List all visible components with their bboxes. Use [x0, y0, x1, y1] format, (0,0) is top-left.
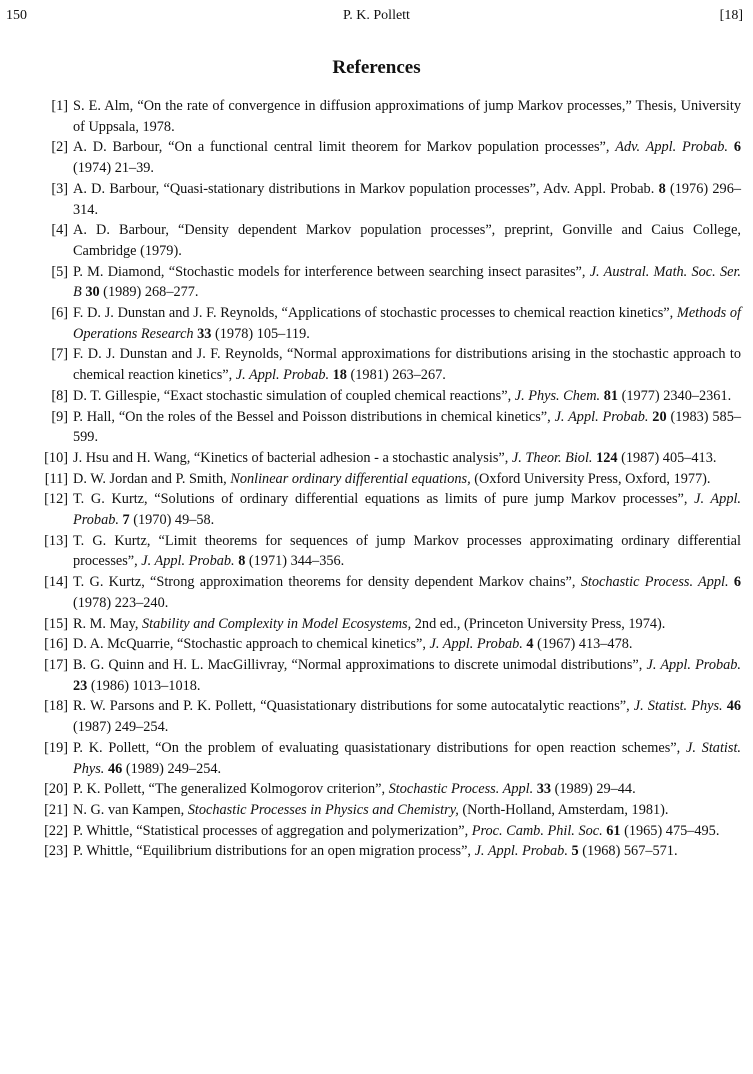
citation-volume: 46: [107, 760, 123, 777]
reference-item: [0, 696, 753, 737]
citation-text: R. M. May,: [73, 615, 142, 632]
reference-number: [9]: [51, 408, 68, 425]
citation-volume: 5: [571, 843, 579, 860]
reference-number: [23]: [44, 843, 68, 860]
citation-volume: 33: [536, 781, 552, 798]
citation-text: D. T. Gillespie, “Exact stochastic simulation of coupled chemical reactions”,: [73, 387, 515, 404]
citation-text: (1976) 296–314.: [73, 180, 741, 218]
reference-item: [0, 448, 753, 469]
citation-journal-title: J. Appl. Probab.: [141, 553, 235, 570]
citation-text: T. G. Kurtz, “Solutions of ordinary differential equations as limits of pure jump Markov processes”,: [73, 491, 695, 508]
reference-number: [10]: [44, 449, 68, 466]
citation-text: (1965) 475–495.: [620, 822, 720, 839]
reference-item: [0, 634, 753, 655]
citation-text: (1977) 2340–2361.: [618, 387, 732, 404]
running-head-tag: [18]: [719, 8, 743, 23]
citation-journal-title: Stability and Complexity in Model Ecosystems,: [141, 615, 412, 632]
reference-number: [7]: [51, 346, 68, 363]
citation-text: D. W. Jordan and P. Smith,: [73, 470, 231, 487]
page-number: 150: [6, 8, 27, 23]
citation-journal-title: J. Appl. Probab.: [73, 491, 742, 529]
citation-volume: 23: [73, 677, 88, 694]
citation-journal-title: Methods of Operations Research: [73, 305, 741, 342]
reference-item: [0, 469, 753, 490]
citation-text: (1978) 105–119.: [211, 325, 310, 342]
reference-item: [0, 614, 753, 635]
reference-item: [0, 841, 753, 862]
citation-journal-title: Adv. Appl. Probab.: [615, 139, 728, 156]
reference-item: [0, 738, 753, 779]
citation-volume: 8: [238, 553, 246, 570]
citation-text: N. G. van Kampen,: [73, 801, 188, 818]
citation-text: P. Whittle, “Statistical processes of aggregation and polymerization”,: [73, 822, 472, 839]
reference-item: [0, 262, 753, 303]
reference-text: [73, 491, 741, 528]
reference-text: [73, 181, 741, 218]
reference-text: [73, 98, 741, 135]
reference-number: [2]: [51, 139, 68, 156]
citation-journal-title: Stochastic Processes in Physics and Chemistry,: [187, 801, 459, 818]
citation-text: S. E. Alm, “On the rate of convergence in diffusion approximations of jump Markov processes,” Thesis, University of Uppsala, 1978.: [73, 98, 741, 135]
citation-journal-title: J. Appl. Probab.: [646, 656, 742, 673]
reference-number: [20]: [44, 781, 68, 798]
citation-text: F. D. J. Dunstan and J. F. Reynolds, “Applications of stochastic processes to chemical reaction kinetics”,: [73, 305, 677, 322]
citation-volume: 30: [85, 284, 100, 301]
reference-text: [73, 471, 711, 487]
citation-text: (Oxford University Press, Oxford, 1977).: [470, 470, 711, 487]
citation-text: P. Whittle, “Equilibrium distributions for an open migration process”,: [73, 843, 475, 860]
citation-volume: 7: [122, 512, 130, 529]
reference-number: [22]: [44, 822, 68, 839]
reference-item: [0, 821, 753, 842]
citation-text: 2nd ed., (Princeton University Press, 1974).: [411, 615, 666, 632]
reference-item: [0, 179, 753, 220]
reference-item: [0, 572, 753, 613]
reference-list: [0, 96, 753, 862]
citation-text: P. K. Pollett, “The generalized Kolmogorov criterion”,: [73, 781, 389, 798]
reference-text: [73, 574, 741, 611]
reference-number: [11]: [44, 470, 68, 487]
citation-text: (1968) 567–571.: [578, 843, 678, 860]
citation-journal-title: J. Austral. Math. Soc. Ser. B: [73, 263, 742, 301]
citation-volume: 18: [332, 367, 347, 384]
reference-item: [0, 96, 753, 137]
reference-text: [73, 636, 632, 652]
reference-text: [73, 450, 716, 466]
citation-text: A. D. Barbour, “Quasi-stationary distributions in Markov population processes”, Adv. Appl. Probab.: [73, 180, 659, 197]
citation-journal-title: J. Appl. Probab.: [429, 636, 523, 653]
citation-volume: 20: [652, 408, 667, 425]
citation-text: F. D. J. Dunstan and J. F. Reynolds, “Normal approximations for distributions arising in the stochastic approach to chemical reaction kinetics”,: [73, 346, 741, 384]
citation-journal-title: J. Theor. Biol.: [511, 449, 593, 466]
citation-volume: 81: [603, 387, 618, 404]
reference-number: [14]: [44, 574, 68, 591]
reference-item: [0, 531, 753, 572]
citation-volume: 8: [658, 180, 666, 197]
reference-number: [1]: [51, 98, 68, 114]
reference-item: [0, 779, 753, 800]
citation-text: (1987) 249–254.: [73, 719, 169, 736]
reference-text: [73, 823, 719, 839]
reference-item: [0, 303, 753, 344]
reference-item: [0, 489, 753, 530]
citation-journal-title: Stochastic Process. Appl.: [580, 574, 729, 591]
reference-text: [73, 698, 741, 735]
citation-text: (1986) 1013–1018.: [87, 677, 201, 694]
citation-volume: 124: [596, 449, 618, 466]
reference-number: [8]: [51, 387, 68, 404]
reference-item: [0, 386, 753, 407]
reference-text: [73, 740, 741, 777]
reference-number: [4]: [51, 222, 68, 239]
citation-journal-title: J. Phys. Chem.: [514, 387, 601, 404]
citation-journal-title: Proc. Camb. Phil. Soc.: [471, 822, 603, 839]
citation-text: (1987) 405–413.: [617, 449, 717, 466]
reference-number: [19]: [44, 739, 68, 756]
reference-text: [73, 222, 741, 259]
citation-journal-title: J. Appl. Probab.: [474, 843, 568, 860]
citation-text: (1983) 585–599.: [73, 408, 742, 446]
reference-text: [73, 533, 741, 570]
citation-text: T. G. Kurtz, “Limit theorems for sequences of jump Markov processes approximating ordinary differential processes”,: [73, 532, 741, 570]
reference-number: [18]: [44, 698, 68, 715]
reference-text: [73, 657, 741, 694]
reference-number: [15]: [44, 615, 68, 632]
reference-text: [73, 305, 741, 342]
reference-text: [73, 139, 741, 176]
citation-text: J. Hsu and H. Wang, “Kinetics of bacterial adhesion - a stochastic analysis”,: [73, 449, 512, 466]
reference-text: [73, 802, 668, 818]
citation-volume: 46: [726, 698, 741, 715]
reference-text: [73, 843, 678, 859]
section-title: References: [332, 57, 421, 78]
reference-number: [5]: [51, 263, 68, 280]
citation-text: (1989) 249–254.: [122, 760, 222, 777]
reference-number: [3]: [51, 180, 68, 197]
citation-text: (1989) 29–44.: [551, 781, 636, 798]
citation-text: (1970) 49–58.: [129, 512, 215, 529]
citation-text: R. W. Parsons and P. K. Pollett, “Quasistationary distributions for some autocatalytic reactions”,: [73, 698, 634, 715]
citation-volume: 6: [733, 574, 741, 591]
citation-journal-title: J. Appl. Probab.: [554, 408, 649, 425]
citation-text: (1971) 344–356.: [245, 553, 345, 570]
citation-journal-title: J. Statist. Phys.: [633, 698, 723, 715]
citation-text: P. K. Pollett, “On the problem of evaluating quasistationary distributions for open reaction schemes”,: [73, 739, 686, 756]
reference-item: [0, 137, 753, 178]
reference-number: [6]: [51, 305, 68, 322]
citation-text: A. D. Barbour, “On a functional central limit theorem for Markov population processes”,: [73, 139, 616, 156]
citation-text: B. G. Quinn and H. L. MacGillivray, “Normal approximations to discrete unimodal distributions”,: [73, 656, 647, 673]
citation-volume: 61: [606, 822, 621, 839]
citation-journal-title: J. Statist. Phys.: [73, 739, 741, 777]
running-head-author: P. K. Pollett: [343, 8, 410, 23]
reference-number: [17]: [44, 656, 68, 673]
reference-item: [0, 220, 753, 261]
page-header: [0, 6, 753, 28]
reference-number: [16]: [44, 636, 68, 653]
reference-number: [13]: [44, 532, 68, 549]
citation-volume: 6: [733, 139, 741, 156]
reference-item: [0, 344, 753, 385]
reference-number: [21]: [44, 801, 68, 818]
citation-text: T. G. Kurtz, “Strong approximation theorems for density dependent Markov chains”,: [73, 574, 581, 591]
reference-number: [12]: [44, 491, 68, 508]
citation-text: (1981) 263–267.: [346, 367, 446, 384]
reference-text: [73, 264, 741, 301]
citation-journal-title: J. Appl. Probab.: [235, 367, 330, 384]
reference-text: [73, 616, 665, 632]
reference-item: [0, 407, 753, 448]
reference-text: [73, 388, 731, 404]
citation-text: (North-Holland, Amsterdam, 1981).: [458, 801, 669, 818]
reference-item: [0, 655, 753, 696]
citation-text: D. A. McQuarrie, “Stochastic approach to chemical kinetics”,: [73, 636, 430, 653]
citation-text: P. M. Diamond, “Stochastic models for interference between searching insect parasites”,: [73, 263, 590, 280]
reference-text: [73, 346, 741, 383]
citation-volume: 4: [526, 636, 534, 653]
citation-text: (1978) 223–240.: [73, 594, 169, 611]
citation-text: (1974) 21–39.: [73, 160, 155, 177]
citation-journal-title: Nonlinear ordinary differential equations,: [230, 470, 471, 487]
citation-text: (1967) 413–478.: [533, 636, 633, 653]
citation-volume: 33: [197, 325, 212, 342]
reference-item: [0, 800, 753, 821]
citation-text: (1989) 268–277.: [99, 284, 199, 301]
citation-journal-title: Stochastic Process. Appl.: [388, 781, 534, 798]
citation-text: P. Hall, “On the roles of the Bessel and Poisson distributions in chemical kinetics”,: [73, 408, 555, 425]
citation-text: A. D. Barbour, “Density dependent Markov population processes”, preprint, Gonville and Caius College, Cambridge (1979).: [73, 222, 741, 259]
reference-text: [73, 781, 636, 797]
reference-text: [73, 409, 741, 446]
